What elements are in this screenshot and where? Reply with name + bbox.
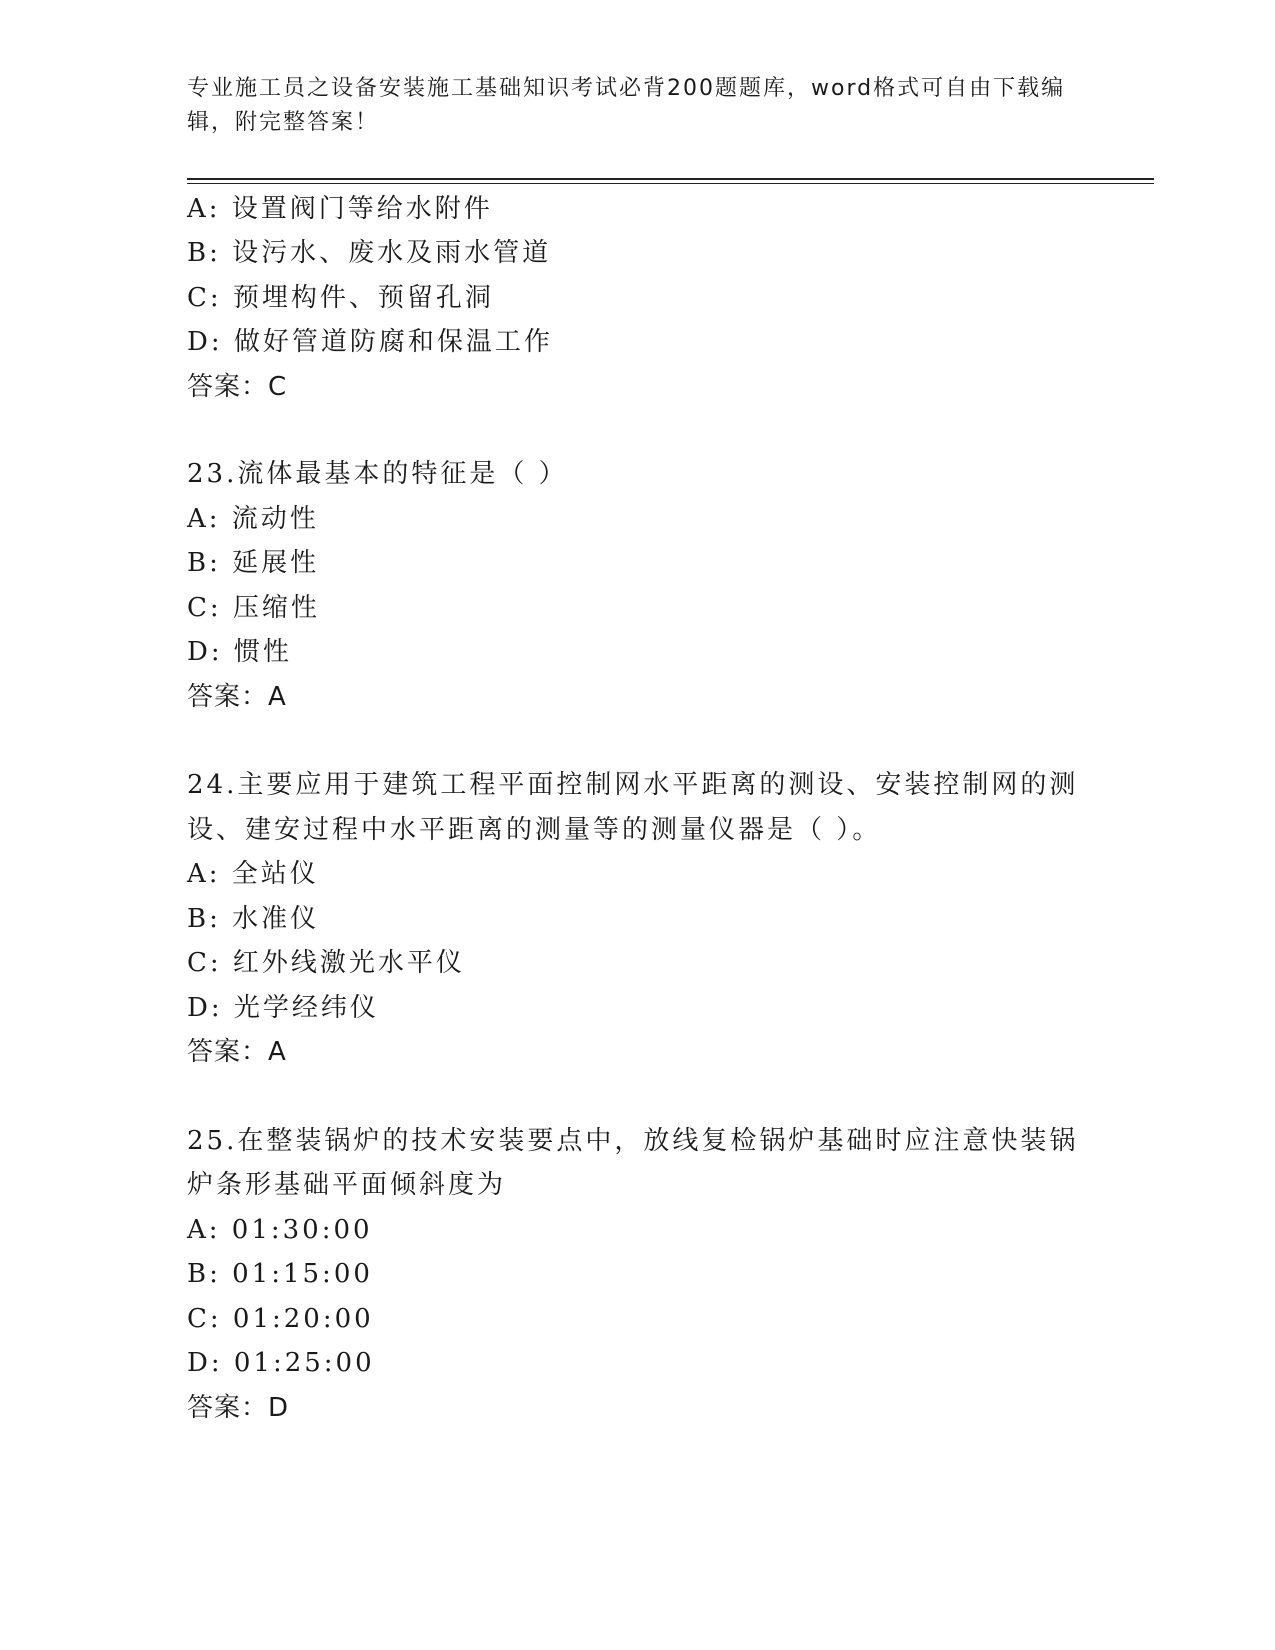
q23-option-a: A: 流动性 [187,504,319,534]
q24-option-a: A: 全站仪 [187,859,319,889]
document-header: 专业施工员之设备安装施工基础知识考试必背200题题库，word格式可自由下载编辑，附完整答案！ [187,76,1066,135]
q22-answer: 答案：C [187,372,288,402]
q24-question-line-2: 设、建安过程中水平距离的测量等的测量仪器是（ ）。 [187,815,882,845]
q25-answer: 答案：D [187,1393,290,1423]
q25-option-c: C: 01:20:00 [187,1304,374,1334]
q24-option-d: D: 光学经纬仪 [187,993,379,1023]
q24-question-line-1: 24.主要应用于建筑工程平面控制网水平距离的测设、安装控制网的测 [187,770,1079,800]
q23-option-b: B: 延展性 [187,548,320,578]
q22-option-c: C: 预埋构件、预留孔洞 [187,283,494,313]
q25-option-d: D: 01:25:00 [187,1348,375,1378]
header-divider [187,178,1154,180]
q24-option-b: B: 水准仪 [187,904,320,934]
q25-option-b: B: 01:15:00 [187,1259,373,1289]
q23-option-d: D: 惯性 [187,637,292,667]
q23-answer: 答案：A [187,682,287,712]
q22-option-b: B: 设污水、废水及雨水管道 [187,238,552,268]
q25-question-line-2: 炉条形基础平面倾斜度为 [187,1170,507,1200]
q23-question: 23.流体最基本的特征是（ ） [187,459,568,489]
q22-option-a: A: 设置阀门等给水附件 [187,194,493,224]
q23-option-c: C: 压缩性 [187,593,320,623]
q25-option-a: A: 01:30:00 [187,1215,373,1245]
q24-answer: 答案：A [187,1037,287,1067]
q25-question-line-1: 25.在整装锅炉的技术安装要点中，放线复检锅炉基础时应注意快装锅 [187,1126,1079,1156]
q24-option-c: C: 红外线激光水平仪 [187,948,465,978]
q22-option-d: D: 做好管道防腐和保温工作 [187,327,553,357]
header-divider-thin [187,183,1154,184]
